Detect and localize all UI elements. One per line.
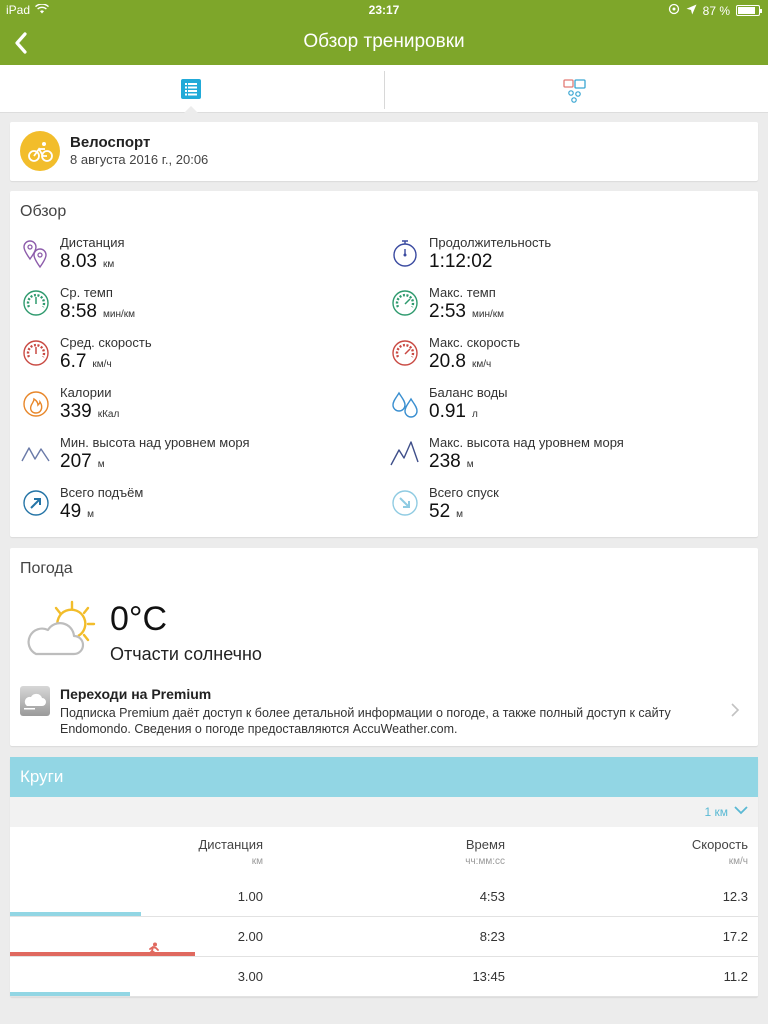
battery-percent: 87 % (702, 3, 730, 18)
overview-card (10, 191, 758, 537)
partly-sunny-icon (20, 600, 100, 660)
stat-label: Ср. темп (60, 285, 113, 300)
lap-time: 4:53 (479, 889, 505, 904)
stat-max-pace (389, 285, 749, 331)
stat-max-altitude (389, 435, 749, 481)
cycling-icon (20, 131, 60, 171)
stopwatch-icon (389, 237, 421, 269)
lap-speed-bar (10, 992, 130, 996)
stat-label: Макс. скорость (429, 335, 521, 350)
stat-distance (20, 235, 380, 281)
stat-max-speed (389, 335, 749, 381)
stat-duration (389, 235, 749, 281)
stat-value: 339 кКал (60, 401, 120, 422)
premium-description: Подписка Premium даёт доступ к более детальной информации о погоде, а также полный доступ к сайту Endomondo. Сведения о погоде предоставляются AccuWeather.com. (60, 706, 671, 736)
tab-bar (0, 65, 768, 113)
stat-value: 8:58 мин/км (60, 301, 135, 322)
min-altitude-icon (20, 437, 52, 469)
lap-speed-bar (10, 952, 195, 956)
stat-min-altitude (20, 435, 380, 481)
stat-descent (389, 485, 749, 531)
laps-header (10, 757, 758, 797)
rotation-lock-icon (668, 3, 680, 18)
stat-water (389, 385, 749, 431)
premium-title: Переходи на Premium (60, 686, 212, 702)
stat-label: Всего спуск (429, 485, 499, 500)
premium-weather-icon (20, 686, 50, 716)
tab-summary[interactable] (0, 65, 384, 112)
activity-card (10, 122, 758, 181)
lap-distance: 3.00 (237, 969, 263, 984)
weather-temperature: 0°C (110, 600, 168, 638)
max-pace-gauge-icon (389, 287, 421, 319)
overview-title: Обзор (20, 203, 67, 220)
stat-value: 2:53 мин/км (429, 301, 504, 322)
weather-title: Погода (20, 560, 73, 577)
location-pins-icon (20, 237, 52, 269)
weather-condition: Отчасти солнечно (110, 644, 262, 664)
lap-speed: 17.2 (722, 929, 748, 944)
calories-flame-icon (20, 387, 52, 419)
lap-time: 13:45 (472, 969, 505, 984)
stat-label: Макс. темп (429, 285, 496, 300)
lap-distance-selector[interactable] (10, 797, 758, 827)
stat-label: Всего подъём (60, 485, 144, 500)
fastest-lap-runner-icon (146, 942, 160, 956)
stat-ascent (20, 485, 380, 531)
stat-value: 20.8 км/ч (429, 351, 492, 372)
weather-card (10, 548, 758, 746)
stat-value: 6.7 км/ч (60, 351, 112, 372)
descent-arrow-icon (389, 487, 421, 519)
stat-label: Мин. высота над уровнем моря (60, 435, 250, 450)
stat-avg-pace (20, 285, 380, 331)
tab-comments[interactable] (385, 65, 768, 112)
column-time: Время чч:мм:сс (465, 837, 505, 867)
list-icon (181, 79, 201, 99)
workout-date: 8 августа 2016 г., 20:06 (70, 152, 209, 167)
stat-label: Сред. скорость (60, 335, 152, 350)
avg-speed-gauge-icon (20, 337, 52, 369)
stat-value: 207 м (60, 451, 105, 472)
page-title: Обзор тренировки (303, 31, 465, 52)
stat-value: 52 м (429, 501, 464, 522)
chevron-right-icon (730, 702, 740, 718)
lap-speed-bar (10, 912, 141, 916)
column-speed: Скорость км/ч (691, 837, 748, 867)
battery-icon (736, 5, 760, 16)
stat-value: 49 м (60, 501, 95, 522)
lap-row (10, 957, 758, 997)
lap-time: 8:23 (479, 929, 505, 944)
max-altitude-icon (389, 437, 421, 469)
tab-active-indicator (184, 106, 198, 113)
stat-avg-speed (20, 335, 380, 381)
status-bar (0, 0, 768, 20)
stat-value: 238 м (429, 451, 474, 472)
lap-distance-value: 1 км (704, 805, 728, 819)
ascent-arrow-icon (20, 487, 52, 519)
lap-speed: 11.2 (723, 969, 748, 984)
laps-card (10, 757, 758, 997)
lap-distance: 1.00 (237, 889, 263, 904)
column-distance: Дистанция км (198, 837, 263, 867)
stat-value: 1:12:02 (429, 251, 493, 272)
stat-label: Дистанция (60, 235, 125, 250)
stat-label: Калории (60, 385, 112, 400)
stat-label: Макс. высота над уровнем моря (429, 435, 624, 450)
avg-pace-gauge-icon (20, 287, 52, 319)
stat-value: 0.91 л (429, 401, 478, 422)
nav-header (0, 20, 768, 65)
status-time: 23:17 (368, 3, 400, 17)
comments-people-icon (563, 79, 587, 105)
lap-distance: 2.00 (237, 929, 263, 944)
chevron-down-icon (734, 805, 748, 815)
sport-badge (20, 131, 60, 171)
water-drops-icon (389, 387, 421, 419)
sport-name: Велоспорт (70, 134, 151, 151)
stat-value: 8.03 км (60, 251, 115, 272)
lap-row (10, 917, 758, 957)
device-name: iPad (6, 3, 31, 17)
max-speed-gauge-icon (389, 337, 421, 369)
location-arrow-icon (686, 4, 697, 18)
premium-upsell-row[interactable] (20, 684, 748, 740)
laps-title: Круги (20, 767, 64, 786)
stat-calories (20, 385, 380, 431)
stat-label: Баланс воды (429, 385, 508, 400)
stat-label: Продолжительность (429, 235, 552, 250)
lap-speed: 12.3 (722, 889, 748, 904)
lap-row (10, 877, 758, 917)
